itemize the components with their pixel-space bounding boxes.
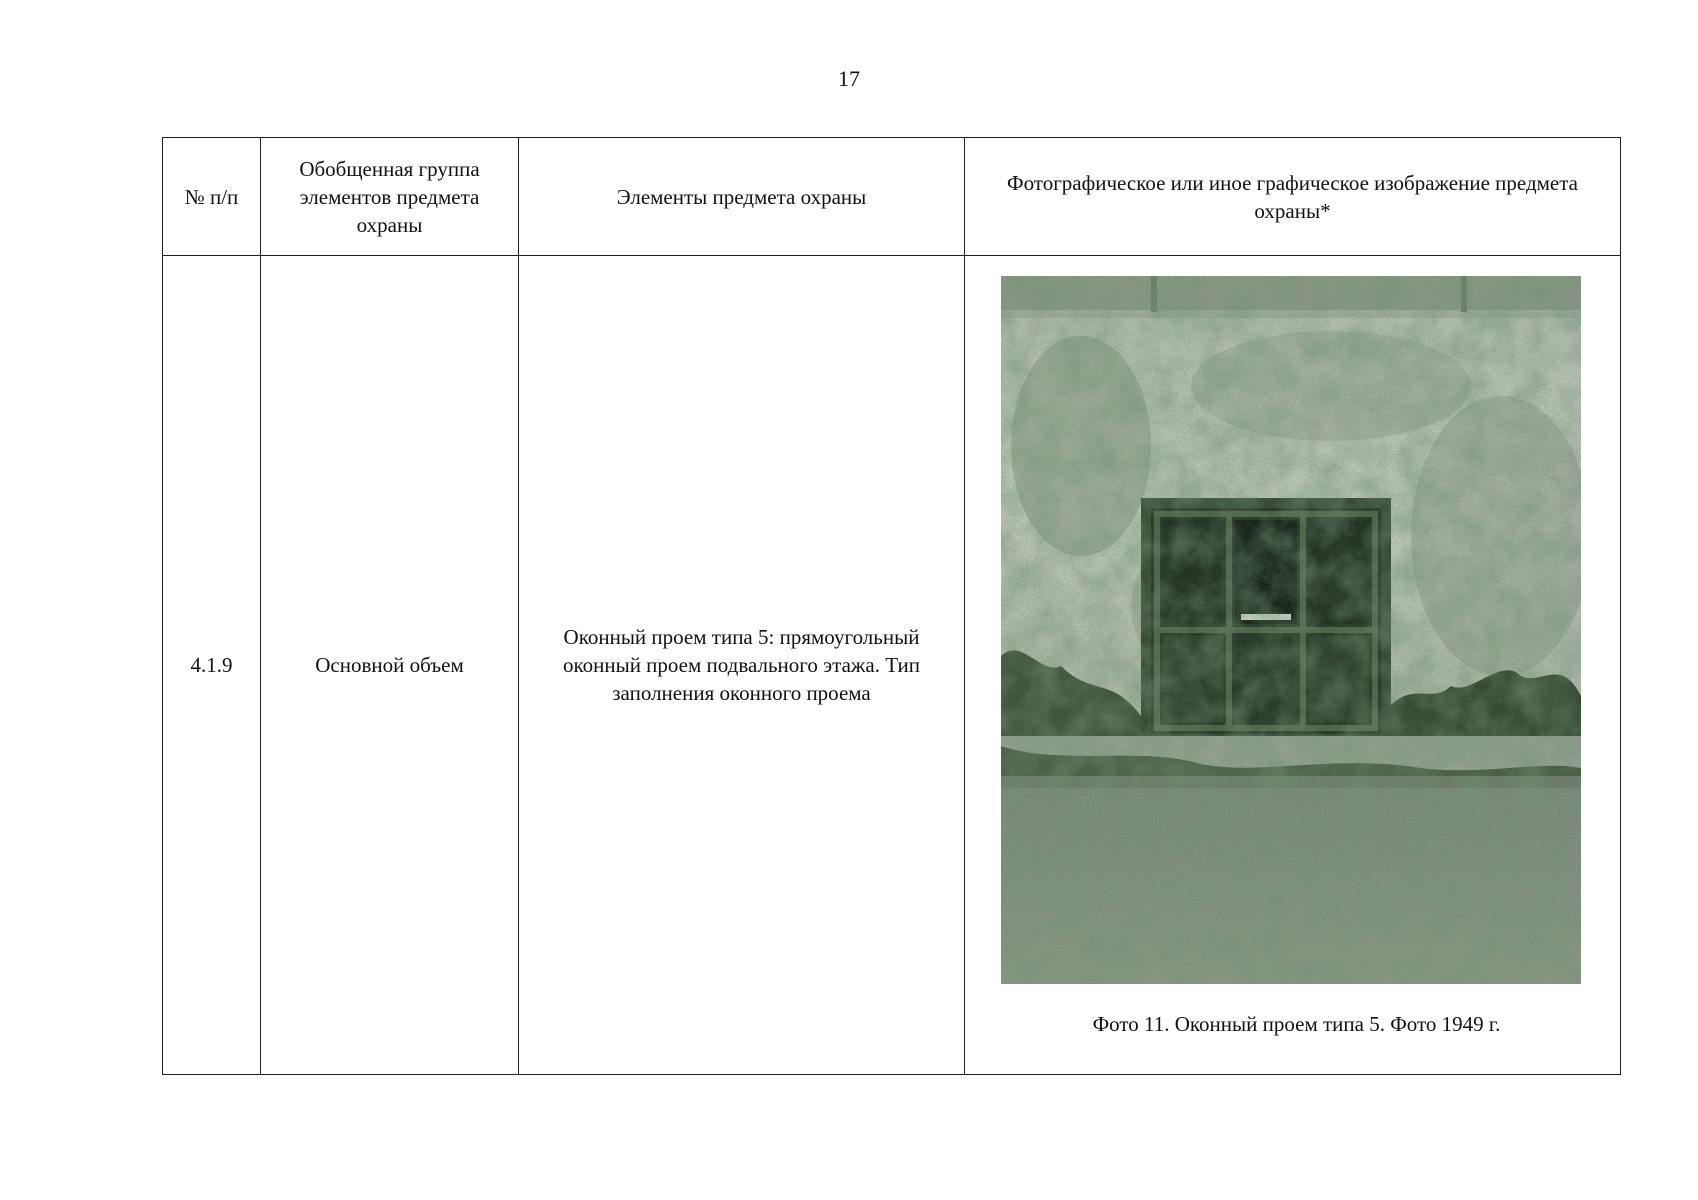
table-header-row [163,138,1621,256]
header-num: № п/п [163,138,261,256]
row-elements: Оконный проем типа 5: прямоугольный оконный проем подвального этажа. Тип заполнения оконного проема [519,256,965,1075]
row-num: 4.1.9 [163,256,261,1075]
header-elements: Элементы предмета охраны [519,138,965,256]
window-opening-photo [1001,276,1581,984]
header-image: Фотографическое или иное графическое изображение предмета охраны* [965,138,1621,256]
photo-caption: Фото 11. Оконный проем типа 5. Фото 1949 г. [1092,1012,1501,1036]
protection-elements-table [162,137,1621,1075]
row-image-cell [965,256,1621,1075]
page-number: 17 [838,66,860,91]
header-group: Обобщенная группа элементов предмета охраны [261,138,519,256]
table-row [163,256,1621,1075]
row-group: Основной объем [261,256,519,1075]
